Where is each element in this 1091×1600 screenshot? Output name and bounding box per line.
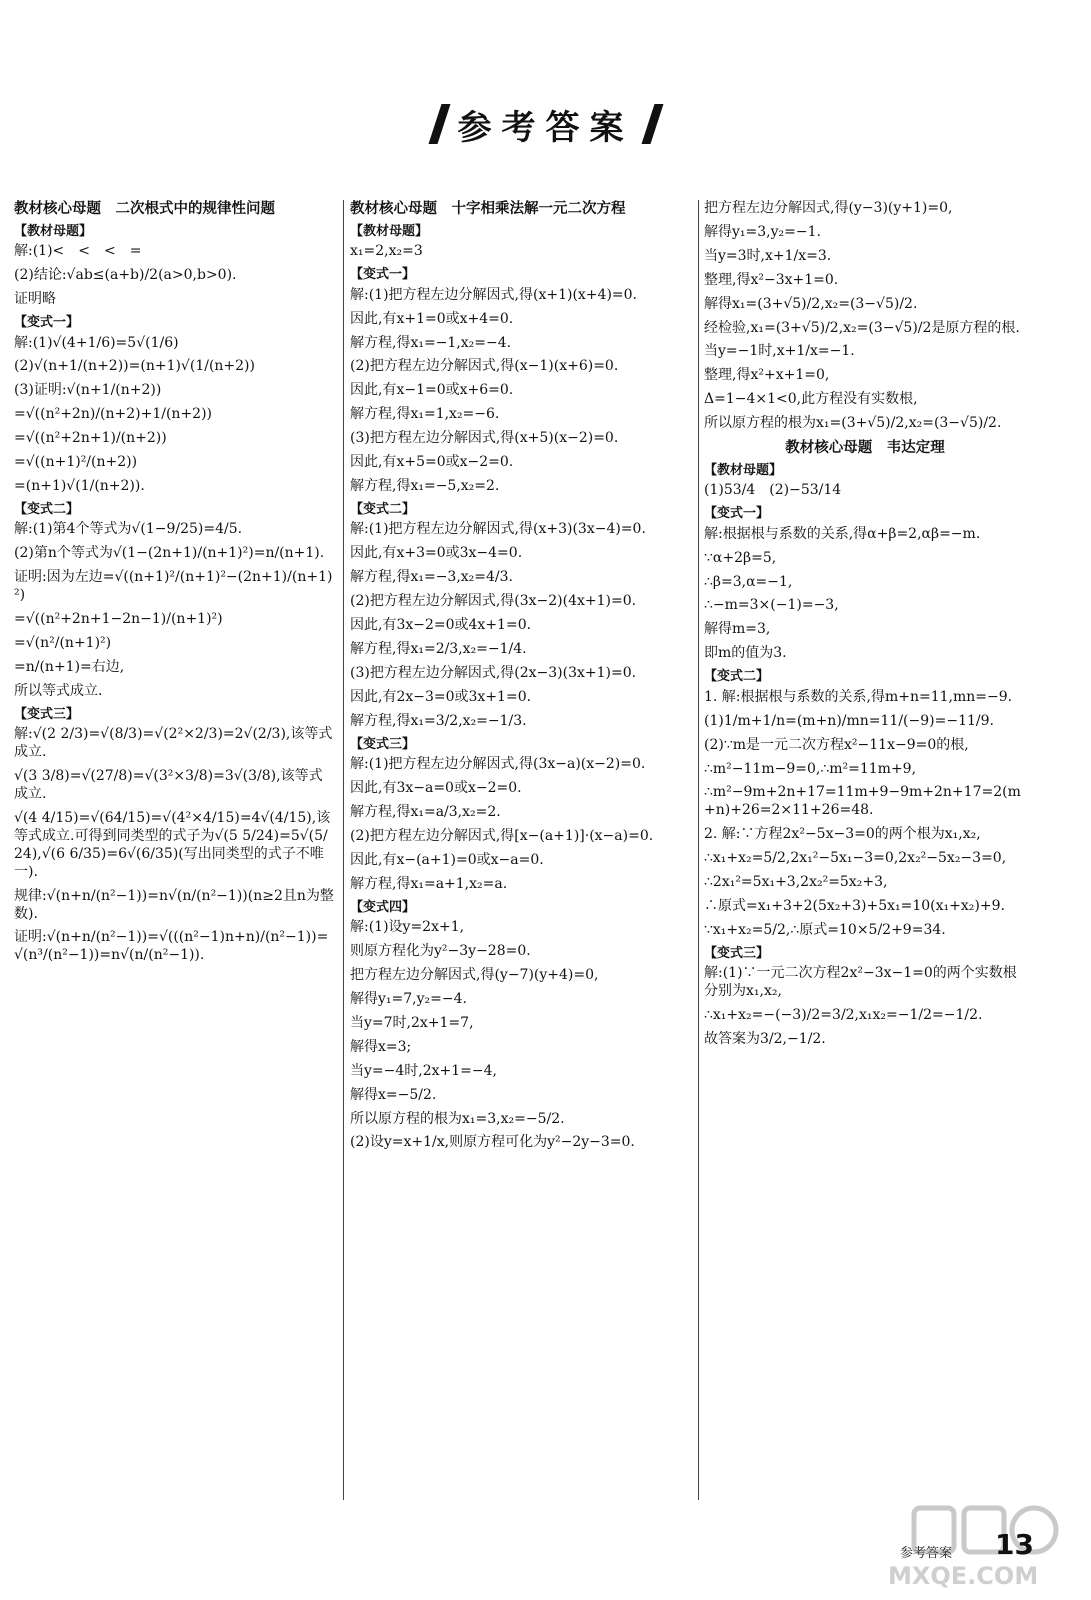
answer-line: (2)把方程左边分解因式,得(3x−2)(4x+1)=0. <box>350 593 637 610</box>
answer-line: 当y=−1时,x+1/x=−1. <box>704 343 855 360</box>
answer-line: ∴原式=x₁+3+2(5x₂+3)+5x₁=10(x₁+x₂)+9. <box>704 897 1005 914</box>
answer-line: 所以原方程的根为x₁=(3+√5)/2,x₂=(3−√5)/2. <box>704 415 1002 432</box>
answer-line: ∴2x₁²=5x₁+3,2x₂²=5x₂+3, <box>704 874 888 891</box>
answer-line: (2)把方程左边分解因式,得[x−(a+1)]·(x−a)=0. <box>350 827 654 844</box>
answer-line: 整理,得x²+x+1=0, <box>704 367 830 384</box>
answer-line: 证明:因为左边=√((n+1)²/(n+1)²−(2n+1)/(n+1)²) <box>14 569 333 604</box>
answer-line: 解得y₁=7,y₂=−4. <box>350 991 467 1008</box>
answer-line: 解得m=3, <box>704 621 771 638</box>
footer-label: 参考答案 <box>900 1546 953 1561</box>
watermark-text: MXQE.COM <box>888 1562 1039 1590</box>
answer-line: 解得x=3; <box>350 1038 412 1055</box>
answer-column-2 <box>350 200 692 1520</box>
subsection-label: 【变式一】 <box>14 314 80 330</box>
answer-line: (1)1/m+1/n=(m+n)/mn=11/(−9)=−11/9. <box>704 712 994 729</box>
subsection-label: 【教材母题】 <box>704 462 783 478</box>
answer-line: ∴β=3,α=−1, <box>704 573 793 590</box>
answer-line: (2)设y=x+1/x,则原方程可化为y²−2y−3=0. <box>350 1134 635 1151</box>
answer-line: 因此,有x+1=0或x+4=0. <box>350 310 514 327</box>
answer-line: 解:(1)把方程左边分解因式,得(x+3)(3x−4)=0. <box>350 521 646 538</box>
answer-line: 解方程,得x₁=−3,x₂=4/3. <box>350 569 513 586</box>
answer-line: ∵x₁+x₂=5/2,∴原式=10×5/2+9=34. <box>704 921 946 938</box>
answer-line: (2)第n个等式为√(1−(2n+1)/(n+1)²)=n/(n+1). <box>14 545 325 562</box>
answer-line: 因此,有2x−3=0或3x+1=0. <box>350 688 532 705</box>
answer-line: 证明略 <box>14 290 56 307</box>
answer-line: ∴x₁+x₂=−(−3)/2=3/2,x₁x₂=−1/2=−1/2. <box>704 1007 983 1024</box>
subsection-label: 【变式二】 <box>350 501 416 517</box>
answer-line: 解方程,得x₁=a/3,x₂=2. <box>350 804 501 821</box>
subsection-label: 【变式三】 <box>14 706 80 722</box>
answer-line: 因此,有3x−a=0或x−2=0. <box>350 780 522 797</box>
answer-line: 解:(1)把方程左边分解因式,得(x+1)(x+4)=0. <box>350 286 637 303</box>
answer-line: 解得x=−5/2. <box>350 1086 437 1103</box>
answer-line: ∴m²−9m+2n+17=11m+9−9m+2n+17=2(m+n)+26=2×11+26=48. <box>704 784 1021 819</box>
answer-line: 经检验,x₁=(3+√5)/2,x₂=(3−√5)/2是原方程的根. <box>704 319 1020 336</box>
subsection-label: 【变式三】 <box>350 736 416 752</box>
answer-line: (3)把方程左边分解因式,得(x+5)(x−2)=0. <box>350 430 619 447</box>
answer-line: 把方程左边分解因式,得(y−3)(y+1)=0, <box>704 200 953 216</box>
answer-line: 解方程,得x₁=2/3,x₂=−1/4. <box>350 641 527 658</box>
answer-line: 解:√(2 2/3)=√(8/3)=√(2²×2/3)=2√(2/3),该等式成立. <box>14 726 333 761</box>
answer-line: Δ=1−4×1<0,此方程没有实数根, <box>704 391 918 408</box>
answer-line: 当y=−4时,2x+1=−4, <box>350 1062 497 1079</box>
answer-line: 解:根据根与系数的关系,得α+β=2,αβ=−m. <box>704 525 981 542</box>
answer-line: 解方程,得x₁=−5,x₂=2. <box>350 477 500 494</box>
answer-column-3 <box>704 200 1026 1520</box>
answer-line: x₁=2,x₂=3 <box>350 243 423 260</box>
answer-line: ∴x₁+x₂=5/2,2x₁²−5x₁−3=0,2x₂²−5x₂−3=0, <box>704 850 1007 867</box>
answer-line: ∴m²−11m−9=0,∴m²=11m+9, <box>704 760 917 777</box>
answer-line: (1)53/4 (2)−53/14 <box>704 482 842 499</box>
answer-line: 解:(1)< < < = <box>14 243 142 260</box>
answer-line: 解方程,得x₁=1,x₂=−6. <box>350 406 500 423</box>
answer-line: =√((n²+2n+1)/(n+2)) <box>14 430 167 447</box>
page-number: 13 <box>995 1528 1034 1561</box>
answer-line: 故答案为3/2,−1/2. <box>704 1031 826 1048</box>
answer-line: 因此,有3x−2=0或4x+1=0. <box>350 617 532 634</box>
answer-line: 把方程左边分解因式,得(y−7)(y+4)=0, <box>350 967 599 984</box>
answer-line: 解得x₁=(3+√5)/2,x₂=(3−√5)/2. <box>704 295 918 312</box>
answer-line: =√(n²/(n+1)²) <box>14 635 112 652</box>
answer-line: 即m的值为3. <box>704 645 787 662</box>
answer-line: 解方程,得x₁=a+1,x₂=a. <box>350 875 508 892</box>
answer-line: 则原方程化为y²−3y−28=0. <box>350 943 531 960</box>
answer-line: 规律:√(n+n/(n²−1))=n√(n/(n²−1))(n≥2且n为整数). <box>14 887 334 922</box>
answer-line: (3)证明:√(n+1/(n+2)) <box>14 382 162 399</box>
answer-line: 所以原方程的根为x₁=3,x₂=−5/2. <box>350 1110 565 1127</box>
section-heading: 教材核心母题 韦达定理 <box>785 440 945 457</box>
answer-line: 2. 解:∵方程2x²−5x−3=0的两个根为x₁,x₂, <box>704 826 981 843</box>
page-title <box>0 100 1091 148</box>
page-title-text: 参考答案 <box>457 107 634 148</box>
answer-line: 解方程,得x₁=3/2,x₂=−1/3. <box>350 712 527 729</box>
answer-line: 当y=7时,2x+1=7, <box>350 1014 474 1031</box>
answer-line: (3)把方程左边分解因式,得(2x−3)(3x+1)=0. <box>350 664 637 681</box>
subsection-label: 【教材母题】 <box>14 223 93 239</box>
subsection-label: 【变式三】 <box>704 945 770 961</box>
answer-line: 解:(1)第4个等式为√(1−9/25)=4/5. <box>14 521 243 538</box>
subsection-label: 【变式一】 <box>350 267 416 283</box>
answer-line: (2)∵m是一元二次方程x²−11x−9=0的根, <box>704 736 969 753</box>
answer-line: 因此,有x+5=0或x−2=0. <box>350 454 514 471</box>
subsection-label: 【变式四】 <box>350 899 416 915</box>
answer-line: 解得y₁=3,y₂=−1. <box>704 223 821 240</box>
answer-line: (2)√(n+1/(n+2))=(n+1)√(1/(n+2)) <box>14 358 255 375</box>
answer-line: 解:(1)把方程左边分解因式,得(3x−a)(x−2)=0. <box>350 756 646 773</box>
column-divider-2 <box>698 200 699 1500</box>
title-slash-left <box>428 104 450 144</box>
answer-line: =√((n²+2n+1−2n−1)/(n+1)²) <box>14 611 223 628</box>
answer-line: (2)结论:√ab≤(a+b)/2(a>0,b>0). <box>14 267 237 284</box>
answer-line: =√((n²+2n)/(n+2)+1/(n+2)) <box>14 406 213 423</box>
answer-line: ∵α+2β=5, <box>704 549 777 566</box>
answer-line: 解:(1)√(4+1/6)=5√(1/6) <box>14 334 179 351</box>
title-slash-right <box>641 104 663 144</box>
answer-line: 因此,有x+3=0或3x−4=0. <box>350 545 523 562</box>
answer-column-1 <box>14 200 336 1520</box>
answer-line: 证明:√(n+n/(n²−1))=√(((n²−1)n+n)/(n²−1))=√(n³/(n²−1))=n√(n/(n²−1)). <box>14 929 329 964</box>
answer-line: =(n+1)√(1/(n+2)). <box>14 477 145 494</box>
answer-line: 所以等式成立. <box>14 682 103 699</box>
answer-line: √(4 4/15)=√(64/15)=√(4²×4/15)=4√(4/15),该等式成立.可得到同类型的式子为√(5 5/24)=5√(5/24),√(6 6/35)=6√(6/35)(写出同类型的式子不唯一). <box>14 809 331 880</box>
answer-line: √(3 3/8)=√(27/8)=√(3²×3/8)=3√(3/8),该等式成立. <box>14 768 323 803</box>
answer-line: ∴−m=3×(−1)=−3, <box>704 597 839 614</box>
answer-line: 1. 解:根据根与系数的关系,得m+n=11,mn=−9. <box>704 688 1013 705</box>
answer-line: =n/(n+1)=右边, <box>14 658 125 675</box>
column-divider-1 <box>343 200 344 1500</box>
answer-line: 因此,有x−1=0或x+6=0. <box>350 382 514 399</box>
subsection-label: 【变式一】 <box>704 506 770 522</box>
answer-line: 解:(1)∵一元二次方程2x²−3x−1=0的两个实数根分别为x₁,x₂, <box>704 965 1017 1000</box>
subsection-label: 【变式二】 <box>704 669 770 685</box>
section-heading: 教材核心母题 十字相乘法解一元二次方程 <box>350 201 626 217</box>
answer-line: 解:(1)设y=2x+1, <box>350 919 465 936</box>
section-heading: 教材核心母题 二次根式中的规律性问题 <box>14 201 275 217</box>
answer-line: (2)把方程左边分解因式,得(x−1)(x+6)=0. <box>350 358 619 375</box>
subsection-label: 【变式二】 <box>14 501 80 517</box>
answer-line: 整理,得x²−3x+1=0. <box>704 271 839 288</box>
answer-line: 因此,有x−(a+1)=0或x−a=0. <box>350 851 544 868</box>
answer-line: 当y=3时,x+1/x=3. <box>704 247 832 264</box>
answer-line: 解方程,得x₁=−1,x₂=−4. <box>350 334 512 351</box>
subsection-label: 【教材母题】 <box>350 223 429 239</box>
answer-line: =√((n+1)²/(n+2)) <box>14 454 138 471</box>
